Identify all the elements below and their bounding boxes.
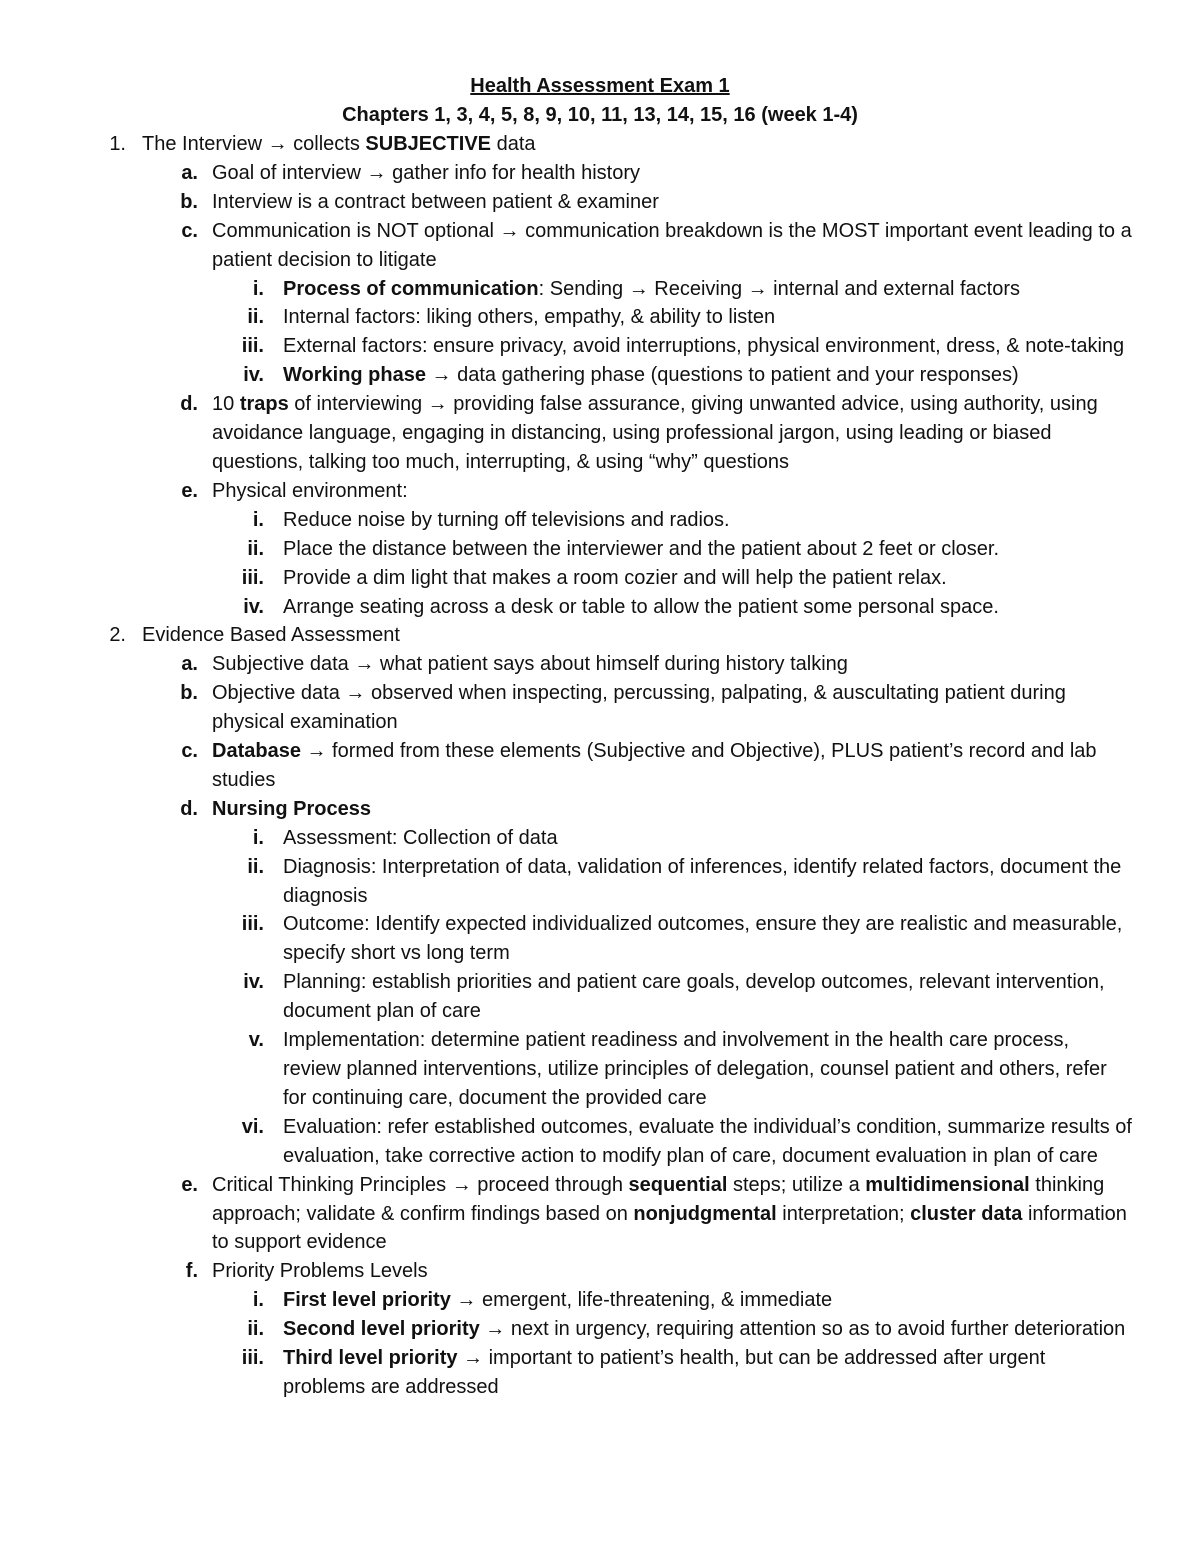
outline-text	[212, 393, 1098, 473]
text-run: Arrange seating across a desk or table to allow the patient some personal space.	[283, 595, 999, 618]
text-run: Diagnosis: Interpretation of data, validation of inferences, identify related factors, document the diagnosis	[283, 855, 1122, 907]
list-marker: c.	[181, 219, 198, 242]
text-run: Critical Thinking Principles → proceed through	[212, 1173, 629, 1196]
outline-text	[283, 1347, 1045, 1398]
outline-text	[283, 538, 999, 560]
outline-text	[212, 682, 1066, 733]
outline-text	[212, 740, 1097, 791]
list-marker: e.	[181, 479, 198, 502]
bold-text: sequential	[628, 1173, 728, 1196]
text-run: Interview is a contract between patient & examiner	[212, 190, 659, 213]
outline-item-level-2	[0, 679, 1132, 737]
outline-text	[212, 162, 640, 184]
list-marker: iv.	[243, 364, 264, 387]
bold-text: Database	[212, 740, 301, 763]
text-run: External factors: ensure privacy, avoid interruptions, physical environment, dress, & note-taking	[283, 335, 1125, 358]
text-run: → important to patient’s health, but can be addressed after urgent problems are addressed	[283, 1347, 1046, 1398]
list-marker: 1.	[109, 133, 126, 155]
outline-text	[212, 1174, 1127, 1254]
outline-text	[283, 971, 1105, 1022]
outline-item-level-2	[0, 217, 1132, 275]
outline-text	[283, 1289, 832, 1311]
list-marker: 2.	[109, 624, 126, 647]
text-run: Goal of interview → gather info for health history	[212, 161, 640, 184]
list-marker: iii.	[241, 335, 264, 358]
list-marker: i.	[252, 826, 264, 849]
outline-text	[212, 798, 371, 820]
text-run: steps; utilize a	[727, 1173, 866, 1196]
outline-text	[283, 827, 558, 849]
list-marker: d.	[180, 797, 198, 820]
page-subtitle: Chapters 1, 3, 4, 5, 8, 9, 10, 11, 13, 14, 15, 16 (week 1-4)	[342, 104, 858, 126]
outline-item-level-3	[0, 564, 1132, 593]
outline-text	[283, 335, 1124, 357]
text-run: Objective data → observed when inspecting, percussing, palpating, & auscultating patient during physical examination	[212, 682, 1066, 734]
list-marker: iv.	[243, 595, 264, 618]
outline-item-level-3	[0, 303, 1132, 332]
text-run: 10	[212, 393, 240, 416]
text-run: Internal factors: liking others, empathy, & ability to listen	[283, 306, 776, 329]
list-marker: ii.	[247, 1318, 264, 1341]
outline-item-level-3	[0, 535, 1132, 564]
outline-item-level-2	[0, 1257, 1132, 1286]
outline-item-level-3	[0, 1113, 1132, 1171]
outline-item-level-3	[0, 275, 1132, 304]
outline-item-level-2	[0, 477, 1132, 506]
list-marker: iii.	[241, 566, 264, 589]
bold-text: Working phase	[283, 364, 426, 387]
text-run: Reduce noise by turning off televisions and radios.	[283, 508, 730, 531]
bold-text: SUBJECTIVE	[365, 133, 492, 155]
list-marker: e.	[181, 1173, 198, 1196]
outline-list	[0, 130, 1200, 1402]
list-marker: vi.	[241, 1115, 264, 1138]
outline-item-level-3	[0, 332, 1132, 361]
outline-item-level-2	[0, 390, 1132, 477]
bold-text: Nursing Process	[212, 797, 371, 820]
list-marker: iii.	[241, 1347, 264, 1370]
text-run: Planning: establish priorities and patient care goals, develop outcomes, relevant intervention, document plan of care	[283, 971, 1105, 1023]
list-marker: a.	[181, 653, 198, 676]
text-run: thinking approach; validate & confirm findings based on	[212, 1173, 1105, 1225]
list-marker: c.	[181, 740, 198, 763]
list-marker: ii.	[247, 855, 264, 878]
text-run: data	[491, 133, 536, 155]
outline-item-level-2	[0, 737, 1132, 795]
text-run: Implementation: determine patient readiness and involvement in the health care process, review planned interventions, utilize principles of delegation, counsel patient and others, refer for continuing care, document the provided care	[283, 1029, 1107, 1109]
list-marker: a.	[181, 161, 198, 184]
text-run: information to support evidence	[212, 1202, 1127, 1254]
text-run: Physical environment:	[212, 479, 408, 502]
outline-item-level-3	[0, 968, 1132, 1026]
list-marker: v.	[248, 1029, 264, 1052]
text-run: Communication is NOT optional → communication breakdown is the MOST important event leading to a patient decision to litigate	[212, 219, 1132, 271]
text-run: Place the distance between the interviewer and the patient about 2 feet or closer.	[283, 537, 1000, 560]
outline-text	[212, 191, 659, 213]
outline-text	[283, 364, 1019, 386]
bold-text: nonjudgmental	[633, 1202, 777, 1225]
text-run: of interviewing → providing false assurance, giving unwanted advice, using authority, using avoidance language, engaging in distancing, using professional jargon, using leading or biased questions, talking too much, interrupting, & using “why” questions	[212, 393, 1098, 473]
outline-item-level-3	[0, 1286, 1132, 1315]
bold-text: Third level priority	[283, 1347, 458, 1370]
outline-text	[212, 220, 1132, 271]
list-marker: f.	[185, 1260, 198, 1283]
outline-text	[283, 278, 1020, 300]
outline-item-level-2	[0, 188, 1132, 217]
outline-item-level-3	[0, 361, 1132, 390]
outline-item-level-3	[0, 910, 1132, 968]
list-marker: i.	[252, 1289, 264, 1312]
text-run: → next in urgency, requiring attention so as to avoid further deterioration	[479, 1318, 1126, 1341]
outline-item-level-3	[0, 1026, 1132, 1113]
outline-text	[283, 1318, 1125, 1340]
bold-text: traps	[239, 393, 289, 416]
outline-item-level-2	[0, 159, 1132, 188]
outline-item-level-3	[0, 1315, 1132, 1344]
text-run: Outcome: Identify expected individualized outcomes, ensure they are realistic and measurable, specify short vs long term	[283, 913, 1123, 965]
outline-text	[283, 856, 1121, 907]
outline-item-level-2	[0, 795, 1132, 824]
outline-text	[283, 509, 730, 531]
outline-text	[283, 913, 1122, 964]
bold-text: First level priority	[283, 1289, 451, 1312]
outline-item-level-3	[0, 824, 1132, 853]
outline-text	[283, 596, 999, 618]
outline-text	[212, 480, 408, 502]
text-run: : Sending → Receiving → internal and external factors	[538, 277, 1020, 300]
list-marker: b.	[180, 682, 198, 705]
outline-item-level-2	[0, 1171, 1132, 1258]
text-run: → emergent, life-threatening, & immediate	[450, 1289, 833, 1312]
text-run: Evaluation: refer established outcomes, evaluate the individual’s condition, summarize results of evaluation, take corrective action to modify plan of care, document evaluation in plan of care	[283, 1115, 1132, 1167]
outline-text	[283, 1116, 1132, 1167]
list-marker: ii.	[247, 306, 264, 329]
list-marker: iv.	[243, 971, 264, 994]
text-run: Provide a dim light that makes a room cozier and will help the patient relax.	[283, 566, 947, 589]
list-marker: i.	[252, 277, 264, 300]
list-marker: i.	[252, 508, 264, 531]
page-title: Health Assessment Exam 1	[470, 75, 730, 97]
bold-text: Process of communication	[283, 277, 539, 300]
outline-text	[142, 624, 400, 646]
bold-text: cluster data	[910, 1202, 1023, 1225]
bold-text: Second level priority	[283, 1318, 480, 1341]
list-marker: b.	[180, 190, 198, 213]
outline-item-level-1	[0, 130, 1132, 159]
text-run: Subjective data → what patient says about himself during history talking	[212, 653, 848, 676]
outline-item-level-3	[0, 506, 1132, 535]
text-run: The Interview → collects	[142, 133, 366, 155]
text-run: interpretation;	[776, 1202, 911, 1225]
list-marker: ii.	[247, 537, 264, 560]
text-run: → formed from these elements (Subjective and Objective), PLUS patient’s record and lab studies	[212, 740, 1097, 791]
outline-item-level-3	[0, 593, 1132, 622]
list-marker: iii.	[241, 913, 264, 936]
outline-item-level-3	[0, 853, 1132, 911]
outline-text	[283, 1029, 1107, 1109]
outline-text	[142, 133, 536, 155]
outline-item-level-1	[0, 621, 1132, 650]
text-run: → data gathering phase (questions to patient and your responses)	[426, 364, 1019, 387]
outline-text	[283, 306, 775, 328]
list-marker: d.	[180, 393, 198, 416]
outline-text	[212, 1260, 428, 1282]
outline-item-level-3	[0, 1344, 1132, 1402]
text-run: Priority Problems Levels	[212, 1260, 428, 1283]
text-run: Evidence Based Assessment	[142, 624, 400, 647]
bold-text: multidimensional	[865, 1173, 1030, 1196]
outline-item-level-2	[0, 650, 1132, 679]
outline-text	[283, 567, 947, 589]
outline-text	[212, 653, 848, 675]
text-run: Assessment: Collection of data	[283, 826, 558, 849]
